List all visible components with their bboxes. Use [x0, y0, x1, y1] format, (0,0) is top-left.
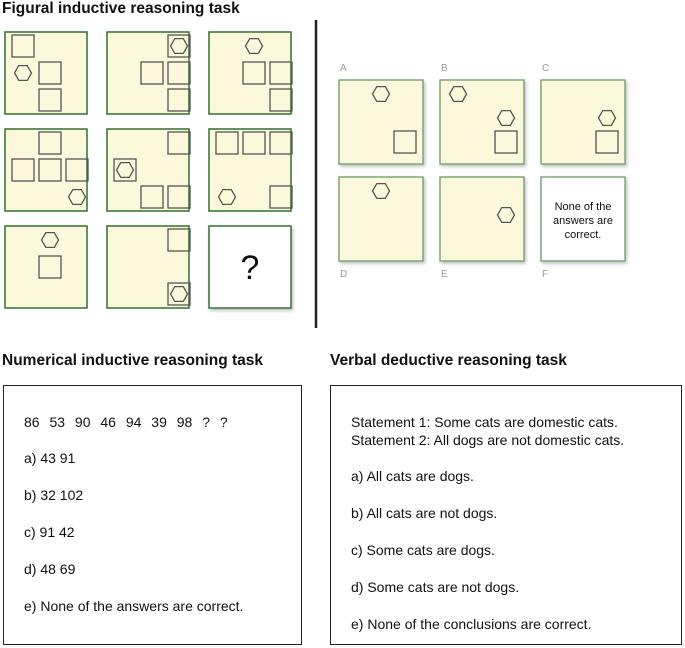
number-sequence: 86 53 90 46 94 39 98 ? ?: [24, 414, 228, 430]
numerical-task-box: [3, 385, 302, 645]
answer-option-b[interactable]: [440, 63, 524, 164]
statement-2: Statement 2: All dogs are not domestic cats.: [351, 432, 625, 448]
answer-label: C: [542, 63, 550, 74]
verbal-task-box: [330, 385, 682, 645]
numerical-option-a: a) 43 91: [24, 450, 76, 466]
cell-panel: [107, 32, 189, 114]
answer-panel: [440, 80, 524, 164]
cell-panel: [5, 129, 87, 211]
answer-label: D: [340, 269, 348, 280]
matrix-cell-8: [107, 226, 190, 308]
matrix-cell-1: [5, 32, 87, 114]
statement-1: Statement 1: Some cats are domestic cats.: [351, 414, 618, 430]
answer-text-line: correct.: [564, 229, 602, 241]
answer-option-a[interactable]: [339, 63, 423, 164]
answer-label: F: [542, 269, 549, 280]
matrix-cell-7: [5, 226, 87, 308]
cell-panel: [5, 32, 87, 114]
answer-label: E: [441, 269, 448, 280]
answer-option-e[interactable]: [440, 177, 524, 280]
answer-option-d[interactable]: [339, 177, 423, 280]
numerical-option-b: b) 32 102: [24, 487, 84, 503]
numerical-heading: Numerical inductive reasoning task: [2, 352, 264, 369]
cell-panel: [209, 32, 291, 114]
answer-option-f[interactable]: [541, 177, 625, 280]
question-mark: ?: [240, 249, 260, 287]
answer-text-line: answers are: [553, 215, 613, 227]
matrix-grid: [5, 32, 292, 308]
cell-panel: [107, 226, 189, 308]
answer-text-line: None of the: [554, 201, 612, 213]
cell-panel: [5, 226, 87, 308]
verbal-option-b: b) All cats are not dogs.: [351, 505, 498, 521]
answer-option-c[interactable]: [541, 63, 625, 164]
figural-heading: Figural inductive reasoning task: [2, 0, 240, 17]
verbal-option-e: e) None of the conclusions are correct.: [351, 616, 592, 632]
numerical-option-e: e) None of the answers are correct.: [24, 598, 244, 614]
matrix-cell-9: [209, 226, 291, 308]
cell-panel: [107, 129, 189, 211]
answer-panel: [339, 177, 423, 261]
verbal-option-c: c) Some cats are dogs.: [351, 542, 495, 558]
verbal-option-d: d) Some cats are not dogs.: [351, 579, 520, 595]
matrix-cell-5: [107, 129, 190, 211]
answer-panel: [440, 177, 524, 261]
verbal-heading: Verbal deductive reasoning task: [330, 352, 567, 369]
answer-label: B: [441, 63, 448, 74]
answer-panel: [541, 80, 625, 164]
answer-label: A: [340, 63, 347, 74]
matrix-cell-3: [209, 32, 292, 114]
verbal-option-a: a) All cats are dogs.: [351, 468, 474, 484]
answer-options: [339, 63, 625, 280]
cell-panel: [209, 129, 291, 211]
answer-panel: [339, 80, 423, 164]
matrix-cell-2: [107, 32, 190, 114]
numerical-option-d: d) 48 69: [24, 561, 76, 577]
numerical-option-c: c) 91 42: [24, 524, 75, 540]
matrix-cell-6: [209, 129, 292, 211]
matrix-cell-4: [5, 129, 88, 211]
